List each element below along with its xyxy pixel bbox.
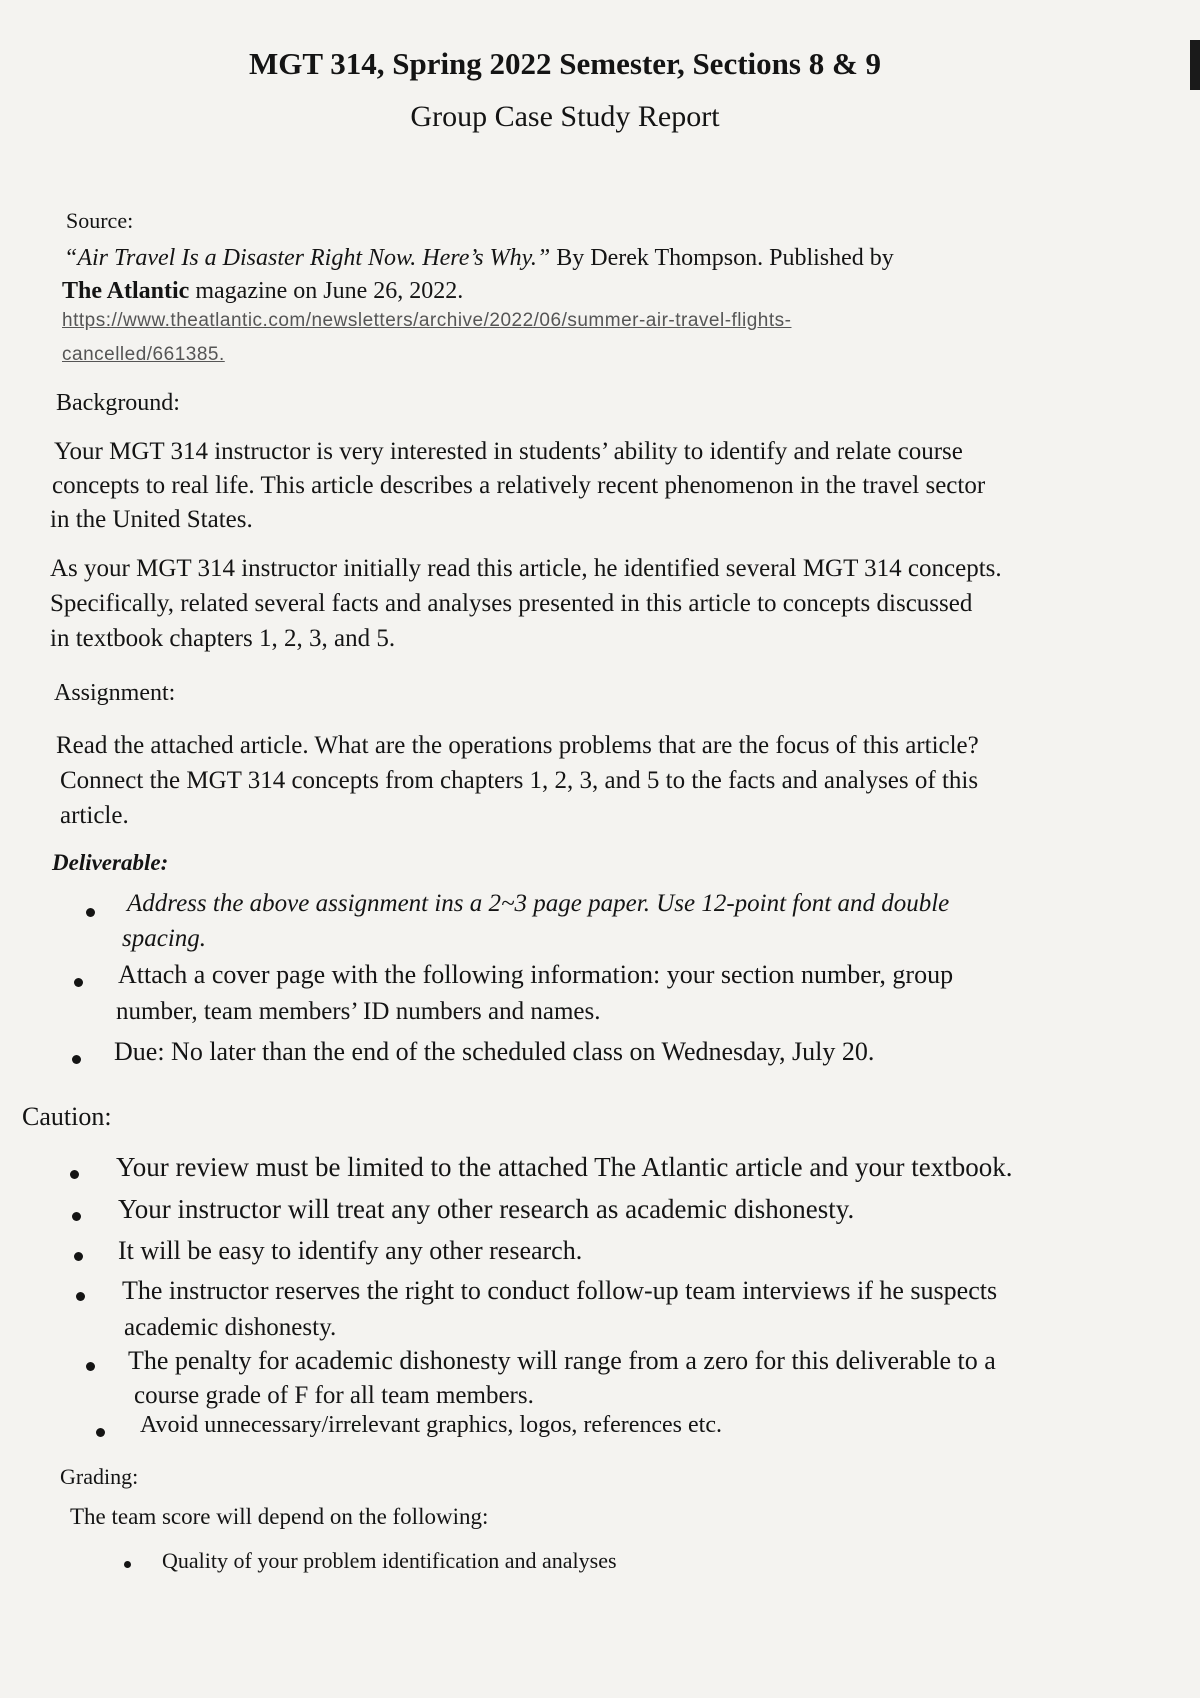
background-p2-line2: Specifically, related several facts and analyses presented in this article to concepts discussed	[50, 590, 973, 617]
background-p2-line3: in textbook chapters 1, 2, 3, and 5.	[50, 625, 396, 652]
deliverable-item-1-line2: spacing.	[122, 925, 207, 952]
background-p1-line1: Your MGT 314 instructor is very interested in students’ ability to identify and relate course	[54, 438, 963, 465]
assignment-heading: Assignment:	[54, 680, 176, 706]
page-subtitle: Group Case Study Report	[410, 100, 720, 133]
publication-date: magazine on June 26, 2022.	[189, 278, 464, 304]
bullet-dot	[124, 1561, 131, 1568]
source-heading: Source:	[66, 208, 134, 233]
grading-intro: The team score will depend on the following:	[70, 1504, 489, 1529]
grading-heading: Grading:	[60, 1464, 139, 1489]
article-url-line1[interactable]: https://www.theatlantic.com/newsletters/archive/2022/06/summer-air-travel-flights-	[62, 310, 792, 331]
deliverable-item-3: Due: No later than the end of the scheduled class on Wednesday, July 20.	[114, 1037, 875, 1066]
bullet-dot	[70, 1170, 79, 1179]
caution-item-1: Your review must be limited to the attached The Atlantic article and your textbook.	[116, 1152, 1013, 1182]
bullet-dot	[76, 1292, 85, 1301]
deliverable-heading: Deliverable:	[52, 850, 169, 875]
caution-item-5-line1: The penalty for academic dishonesty will range from a zero for this deliverable to a	[128, 1346, 996, 1375]
article-url-line2[interactable]: cancelled/661385.	[62, 344, 225, 365]
deliverable-item-1-line1: Address the above assignment ins a 2~3 page paper. Use 12-point font and double	[127, 890, 950, 917]
article-title: “Air Travel Is a Disaster Right Now. Here’s Why.”	[64, 245, 551, 271]
bullet-dot	[86, 908, 95, 917]
source-citation-line2	[62, 278, 463, 305]
deliverable-item-2-line1: Attach a cover page with the following information: your section number, group	[118, 960, 954, 989]
grading-item-1: Quality of your problem identification and analyses	[162, 1548, 617, 1573]
bullet-dot	[74, 1252, 83, 1261]
page-edge-mark	[1190, 40, 1200, 90]
caution-item-5-line2: course grade of F for all team members.	[134, 1382, 534, 1409]
source-citation-line1	[64, 245, 894, 272]
background-p2-line1: As your MGT 314 instructor initially read this article, he identified several MGT 314 concepts.	[50, 555, 1002, 582]
caution-heading: Caution:	[22, 1102, 112, 1131]
caution-item-2: Your instructor will treat any other research as academic dishonesty.	[118, 1194, 855, 1224]
bullet-dot	[86, 1362, 95, 1371]
assignment-line3: article.	[60, 802, 129, 829]
caution-item-4-line2: academic dishonesty.	[124, 1314, 337, 1341]
page-title: MGT 314, Spring 2022 Semester, Sections 8 & 9	[248, 46, 882, 81]
background-heading: Background:	[56, 390, 180, 416]
assignment-line2: Connect the MGT 314 concepts from chapters 1, 2, 3, and 5 to the facts and analyses of this	[60, 767, 979, 794]
caution-item-3: It will be easy to identify any other research.	[118, 1236, 583, 1265]
bullet-dot	[96, 1428, 105, 1437]
article-byline: By Derek Thompson. Published by	[550, 245, 894, 271]
bullet-dot	[72, 1055, 81, 1064]
background-p1-line2: concepts to real life. This article describes a relatively recent phenomenon in the travel sector	[52, 472, 986, 499]
background-p1-line3: in the United States.	[50, 506, 253, 533]
bullet-dot	[72, 1212, 81, 1221]
deliverable-item-2-line2: number, team members’ ID numbers and names.	[116, 998, 601, 1025]
publication-name: The Atlantic	[62, 278, 190, 304]
bullet-dot	[74, 978, 83, 987]
caution-item-4-line1: The instructor reserves the right to conduct follow-up team interviews if he suspects	[122, 1276, 998, 1305]
assignment-line1: Read the attached article. What are the operations problems that are the focus of this article?	[56, 732, 979, 759]
caution-item-6: Avoid unnecessary/irrelevant graphics, logos, references etc.	[140, 1412, 722, 1438]
